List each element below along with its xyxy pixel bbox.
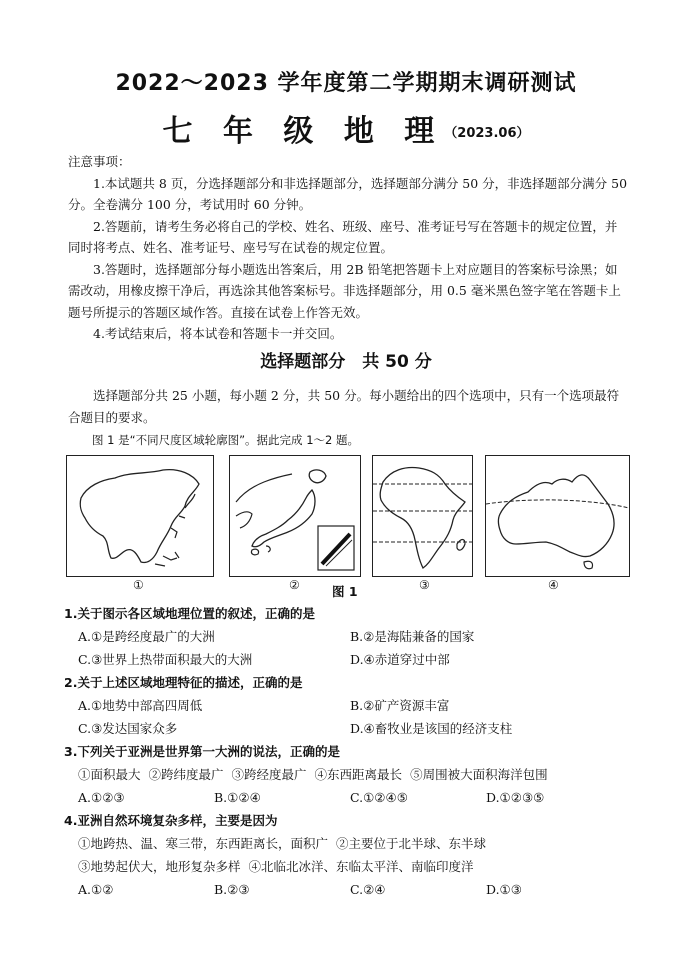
japan-outline xyxy=(230,456,360,576)
figure-caption: 图 1 xyxy=(332,584,358,599)
note-item: 2.答题前，请考生务必将自己的学校、姓名、班级、座号、准考证号写在答题卡的规定位置，并同时将考点、姓名、准考证号、座号写在试卷的规定位置。 xyxy=(68,218,618,255)
option-a: A.①②③ xyxy=(78,790,125,805)
section-title: 选择题部分 共 50 分 xyxy=(260,352,432,372)
statement-item: ①面积最大 xyxy=(78,767,141,782)
asia-map-image xyxy=(66,455,214,577)
statement-item: ④东西距离最长 xyxy=(314,767,403,782)
option-a: A.①地势中部高四周低 xyxy=(78,698,203,713)
japan-map-image xyxy=(229,455,361,577)
option-d: D.④畜牧业是该国的经济支柱 xyxy=(350,721,513,736)
statement-item: ①地跨热、温、寒三带，东西距离长，面积广 xyxy=(78,836,329,851)
question-3 xyxy=(64,740,634,809)
question-stem: 4.亚洲自然环境复杂多样，主要是因为 xyxy=(64,813,278,828)
map-label-3: ③ xyxy=(419,578,430,592)
option-d: D.①③ xyxy=(486,882,522,897)
option-b: B.②③ xyxy=(214,882,250,897)
option-b: B.①②④ xyxy=(214,790,261,805)
option-c: C.③发达国家众多 xyxy=(78,721,178,736)
note-item: 4.考试结束后，将本试卷和答题卡一并交回。 xyxy=(93,326,343,341)
question-2 xyxy=(64,671,634,740)
section-intro: 选择题部分共 25 小题，每小题 2 分，共 50 分。每小题给出的四个选项中，只有一个选项最符合题目的要求。 xyxy=(68,388,620,425)
statement-item: ⑤周围被大面积海洋包围 xyxy=(410,767,548,782)
statement-list xyxy=(64,832,634,855)
subject-name: 七 年 级 地 理 xyxy=(162,114,445,149)
figure-instruction: 图 1 是“不同尺度区域轮廓图”。据此完成 1～2 题。 xyxy=(92,433,359,447)
statement-item: ②跨纬度最广 xyxy=(148,767,224,782)
map-label-1: ① xyxy=(133,578,144,592)
map-label-4: ④ xyxy=(548,578,559,592)
statement-item: ②主要位于北半球、东半球 xyxy=(336,836,487,851)
asia-outline xyxy=(67,456,213,576)
exam-title: 2022～2023 学年度第二学期期末调研测试 xyxy=(115,71,577,96)
statement-list xyxy=(64,855,634,878)
statement-item: ④北临北冰洋、东临太平洋、南临印度洋 xyxy=(248,859,474,874)
question-stem: 3.下列关于亚洲是世界第一大洲的说法，正确的是 xyxy=(64,744,340,759)
question-4 xyxy=(64,809,634,901)
note-item: 3.答题时，选择题部分每小题选出答案后，用 2B 铅笔把答题卡上对应题目的答案标号涂黑；如需改动，用橡皮擦干净后，再选涂其他答案标号。非选择题部分，用 0.5 毫米黑色签字笔在答题卡上题号所提示的答题区域作答。直接在试卷上作答无效。 xyxy=(68,261,621,320)
option-d: D.④赤道穿过中部 xyxy=(350,652,450,667)
statement-list xyxy=(64,763,634,786)
question-stem: 1.关于图示各区域地理位置的叙述，正确的是 xyxy=(64,606,315,621)
australia-outline xyxy=(486,456,629,576)
africa-map-image xyxy=(372,455,473,577)
notes-heading: 注意事项： xyxy=(68,154,131,169)
option-d: D.①②③⑤ xyxy=(486,790,545,805)
africa-outline xyxy=(373,456,472,576)
option-c: C.②④ xyxy=(350,882,386,897)
note-item: 1.本试题共 8 页，分选择题部分和非选择题部分，选择题部分满分 50 分，非选择题部分满分 50 分。全卷满分 100 分，考试用时 60 分钟。 xyxy=(68,175,628,212)
map-label-2: ② xyxy=(289,578,300,592)
option-b: B.②是海陆兼备的国家 xyxy=(350,629,475,644)
question-1 xyxy=(64,602,634,671)
option-a: A.①② xyxy=(78,882,114,897)
statement-item: ③地势起伏大，地形复杂多样 xyxy=(78,859,241,874)
questions-block xyxy=(64,602,634,901)
option-c: C.③世界上热带面积最大的大洲 xyxy=(78,652,253,667)
option-a: A.①是跨经度最广的大洲 xyxy=(78,629,215,644)
statement-item: ③跨经度最广 xyxy=(231,767,307,782)
notes-block xyxy=(68,151,628,345)
option-b: B.②矿产资源丰富 xyxy=(350,698,450,713)
exam-subject xyxy=(0,106,692,150)
option-c: C.①②④⑤ xyxy=(350,790,408,805)
question-stem: 2.关于上述区域地理特征的描述，正确的是 xyxy=(64,675,303,690)
australia-map-image xyxy=(485,455,630,577)
exam-date: （2023.06） xyxy=(444,126,530,141)
